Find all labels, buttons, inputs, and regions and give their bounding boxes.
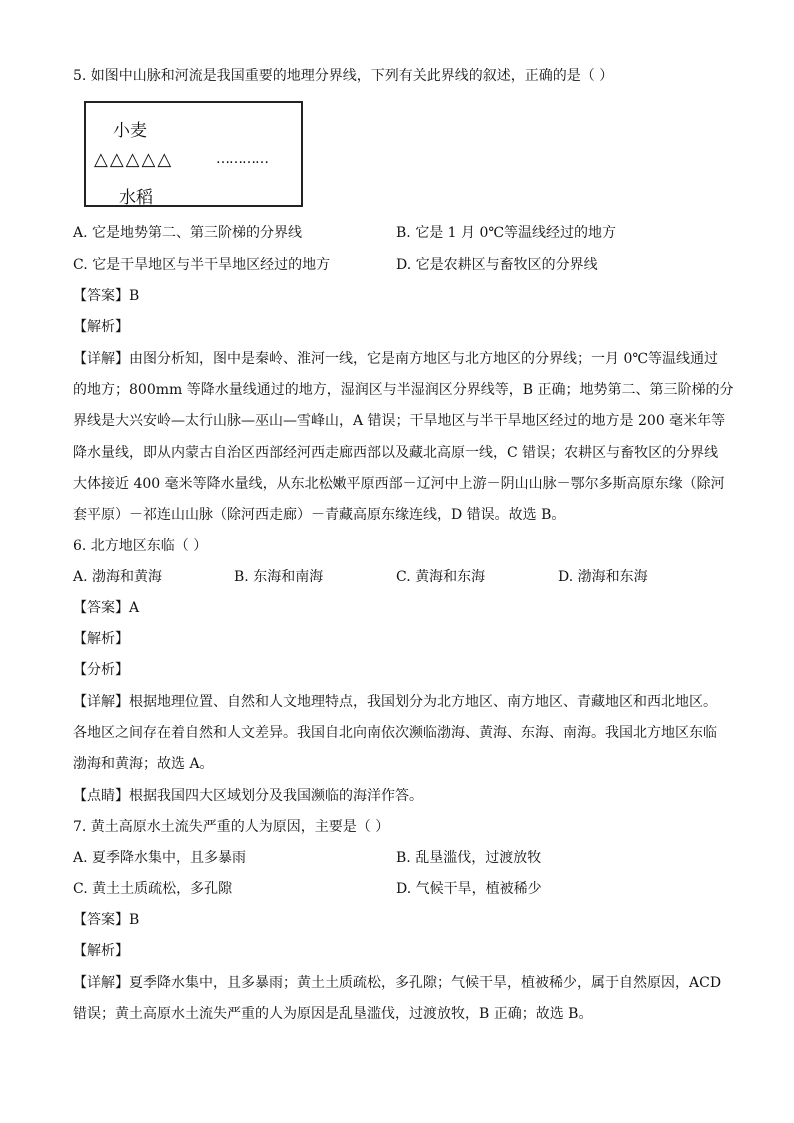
q6-detail-line: 渤海和黄海；故选 A。 <box>73 756 214 772</box>
q5-detail-line: 套平原）－祁连山山脉（除河西走廊）－青藏高原东缘连线，D 错误。故选 B。 <box>73 507 566 523</box>
q6-fenxi-label: 【分析】 <box>73 662 129 678</box>
q5-stem: 5. 如图中山脉和河流是我国重要的地理分界线，下列有关此界线的叙述，正确的是（ ） <box>73 68 614 84</box>
q6-detail-line: 各地区之间存在着自然和人文差异。我国自北向南依次濒临渤海、黄海、东海、南海。我国北方地区东临 <box>73 725 717 741</box>
figure-label-rice: 水稻 <box>119 188 153 208</box>
q5-option-b: B. 它是 1 月 0℃等温线经过的地方 <box>396 225 617 241</box>
q6-stem: 6. 北方地区东临（ ） <box>73 538 208 554</box>
q6-option-b: B. 东海和南海 <box>234 569 324 585</box>
q5-detail-line: 降水量线，即从内蒙古自治区西部经河西走廊西部以及藏北高原一线，C 错误；农耕区与畜牧区的分界线 <box>73 445 719 461</box>
q7-answer: 【答案】B <box>73 912 140 928</box>
figure-river-dots: ………… <box>216 151 268 167</box>
q5-detail-line: 界线是大兴安岭—太行山脉—巫山—雪峰山，A 错误；干旱地区与半干旱地区经过的地方是 200 毫米年等 <box>73 413 726 429</box>
figure-label-wheat: 小麦 <box>113 121 147 141</box>
q5-detail-line: 大体接近 400 毫米等降水量线，从东北松嫩平原西部－辽河中上游－阴山山脉－鄂尔多斯高原东缘（除河 <box>73 476 725 492</box>
q7-detail-line: 错误；黄土高原水土流失严重的人为原因是乱垦滥伐，过渡放牧，B 正确；故选 B。 <box>73 1006 593 1022</box>
q5-analysis-label: 【解析】 <box>73 319 129 335</box>
q7-stem: 7. 黄土高原水土流失严重的人为原因，主要是（ ） <box>73 819 390 835</box>
q7-option-a: A. 夏季降水集中，且多暴雨 <box>73 850 247 866</box>
q5-option-c: C. 它是干旱地区与半干旱地区经过的地方 <box>73 257 331 273</box>
q7-option-d: D. 气候干旱，植被稀少 <box>396 881 542 897</box>
boundary-figure <box>84 101 303 207</box>
q7-detail-line: 【详解】夏季降水集中，且多暴雨；黄土土质疏松，多孔隙；气候干旱，植被稀少，属于自然原因，ACD <box>73 975 722 991</box>
q5-option-a: A. 它是地势第二、第三阶梯的分界线 <box>73 225 303 241</box>
q6-analysis-label: 【解析】 <box>73 631 129 647</box>
figure-mountain-triangles: △△△△△ <box>94 149 174 170</box>
q6-dianjing: 【点睛】根据我国四大区域划分及我国濒临的海洋作答。 <box>73 788 423 804</box>
q5-answer: 【答案】B <box>73 288 140 304</box>
q6-option-a: A. 渤海和黄海 <box>73 569 163 585</box>
q6-option-d: D. 渤海和东海 <box>558 569 648 585</box>
q6-detail-line: 【详解】根据地理位置、自然和人文地理特点，我国划分为北方地区、南方地区、青藏地区和西北地区。 <box>73 694 717 710</box>
q7-option-c: C. 黄土土质疏松，多孔隙 <box>73 881 233 897</box>
q6-answer: 【答案】A <box>73 600 140 616</box>
q5-detail-line: 【详解】由图分析知，图中是秦岭、淮河一线，它是南方地区与北方地区的分界线；一月 0℃等温线通过 <box>73 351 719 367</box>
q7-option-b: B. 乱垦滥伐，过渡放牧 <box>396 850 542 866</box>
q6-option-c: C. 黄海和东海 <box>396 569 486 585</box>
q5-option-d: D. 它是农耕区与畜牧区的分界线 <box>396 257 598 273</box>
q5-detail-line: 的地方；800mm 等降水量线通过的地方，湿润区与半湿润区分界线等，B 正确；地势第二、第三阶梯的分 <box>73 382 734 398</box>
q7-analysis-label: 【解析】 <box>73 943 129 959</box>
